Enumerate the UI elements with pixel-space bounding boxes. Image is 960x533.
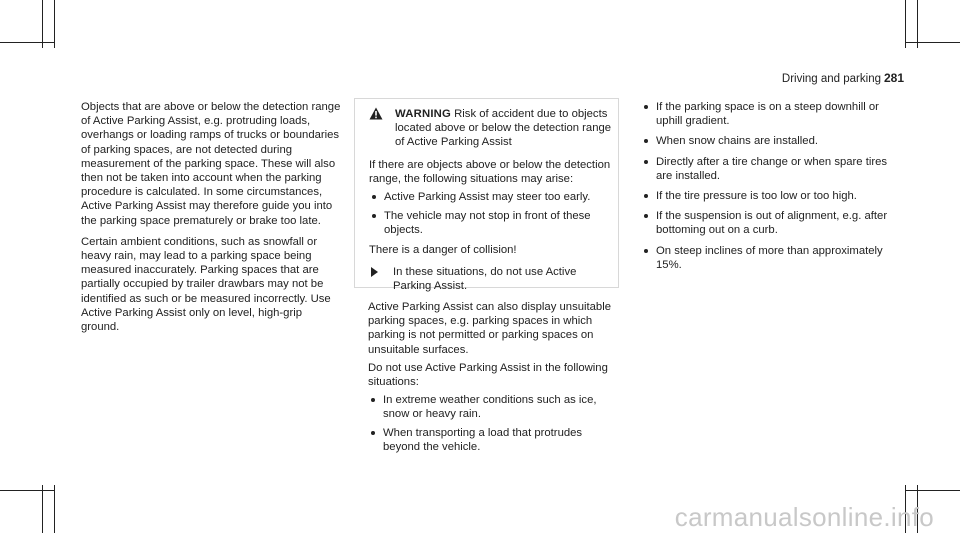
bullet-icon: [372, 195, 376, 199]
list-item-text: Active Parking Assist may steer too early.: [384, 191, 591, 204]
paragraph: Certain ambient conditions, such as snowfall or heavy rain, may lead to a parking space being measured inaccurately. Parking spaces that are partially occupied by trailer drawbars may not be identified as such or be measured incorrectly. Use Active Parking Assist only on level, high-grip ground.: [81, 235, 331, 334]
column-1: [81, 100, 341, 341]
list-item-text: When transporting a load that protrudes beyond the vehicle.: [383, 426, 583, 453]
list-item: [641, 244, 901, 272]
warning-action-text: In these situations, do not use Active Parking Assist.: [393, 266, 577, 293]
paragraph: Do not use Active Parking Assist in the following situations:: [368, 361, 608, 389]
list-item-text: On steep inclines of more than approximately 15%.: [656, 244, 883, 271]
warning-danger: There is a danger of collision!: [369, 244, 517, 257]
list-item-text: If the tire pressure is too low or too high.: [656, 190, 857, 203]
page-number: 281: [884, 71, 905, 85]
crop-mark: [917, 0, 918, 48]
list-item: [369, 209, 614, 237]
column-3: [641, 100, 901, 278]
bullet-icon: [644, 105, 648, 109]
list-item-text: When snow chains are installed.: [656, 135, 819, 148]
bullet-icon: [644, 249, 648, 253]
list-item: [641, 189, 901, 203]
list-item-text: If the suspension is out of alignment, e.g. after bottoming out on a curb.: [656, 210, 888, 237]
warning-title-text: Risk of accident due to objects located above or below the detection range of Active Parking Assist: [395, 108, 612, 149]
bullet-list: [368, 393, 618, 454]
section-header: Driving and parking: [781, 73, 881, 85]
list-item-text: The vehicle may not stop in front of these objects.: [384, 209, 591, 236]
bullet-icon: [644, 194, 648, 198]
crop-mark: [905, 42, 960, 43]
crop-mark: [905, 490, 960, 491]
bullet-icon: [371, 398, 375, 402]
bullet-list: [641, 100, 901, 272]
action-arrow-icon: [371, 267, 378, 277]
list-item-text: In extreme weather conditions such as ice, snow or heavy rain.: [383, 394, 597, 421]
warning-bullet-list: [369, 190, 614, 237]
list-item: [368, 426, 618, 454]
warning-intro: If there are objects above or below the detection range, the following situations may arise:: [369, 159, 611, 186]
paragraph: Objects that are above or below the detection range of Active Parking Assist, e.g. protruding loads, overhangs or loading ramps of trucks or boundaries of parking spaces, are not detected during measurement of the parking space. These will also then not be taken into account when the parking procedure is calculated. In some circumstances, Active Parking Assist may therefore guide you into the parking space prematurely or brake too late.: [81, 101, 341, 227]
crop-mark: [905, 0, 906, 48]
list-item: [641, 155, 901, 183]
crop-mark: [42, 0, 43, 48]
list-item-text: If the parking space is on a steep downhill or uphill gradient.: [656, 101, 879, 128]
warning-body: [369, 158, 614, 294]
bullet-icon: [644, 214, 648, 218]
crop-mark: [42, 485, 43, 533]
list-item-text: Directly after a tire change or when spare tires are installed.: [656, 155, 888, 182]
warning-triangle-icon: [369, 107, 383, 120]
crop-mark: [0, 490, 55, 491]
list-item: [641, 100, 901, 128]
crop-mark: [54, 485, 55, 533]
warning-label: WARNING: [395, 108, 451, 120]
list-item: [368, 393, 618, 421]
crop-mark: [0, 42, 55, 43]
bullet-icon: [644, 139, 648, 143]
bullet-icon: [372, 214, 376, 218]
warning-action: [369, 265, 614, 293]
column-2: [368, 300, 618, 460]
watermark: carmanualsonline.info: [674, 502, 934, 532]
list-item: [369, 190, 614, 204]
warning-title: [369, 107, 614, 150]
list-item: [641, 209, 901, 237]
warning-header: [369, 107, 614, 150]
bullet-icon: [644, 160, 648, 164]
bullet-icon: [371, 431, 375, 435]
warning-box: [354, 98, 619, 293]
crop-mark: [54, 0, 55, 48]
list-item: [641, 134, 901, 148]
paragraph: Active Parking Assist can also display unsuitable parking spaces, e.g. parking spaces in which parking is not permitted or parking spaces on unsuitable surfaces.: [368, 301, 612, 356]
